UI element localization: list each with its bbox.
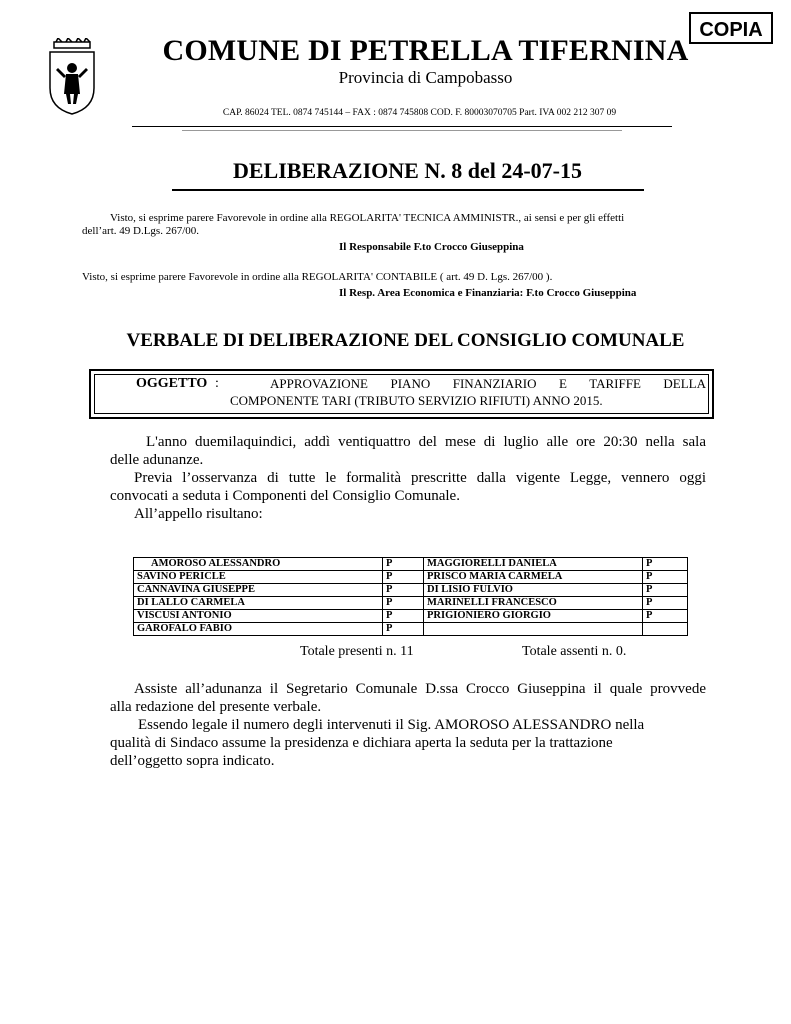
member-name: AMOROSO ALESSANDRO [134,558,383,571]
copy-stamp: COPIA [689,12,773,44]
table-row [134,623,688,636]
member-status: P [643,571,688,584]
contact-info: CAP. 86024 TEL. 0874 745144 – FAX : 0874 745808 COD. F. 80003070705 Part. IVA 002 212 307 09 [222,108,617,118]
intro-line: Previa l’osservanza di tutte le formalità prescritte dalla vigente Legge, vennero oggi [134,470,706,486]
table-row [134,584,688,597]
technical-opinion-line1: Visto, si esprime parere Favorevole in ordine alla REGOLARITA' TECNICA AMMINISTR., ai sensi e per gli effetti [110,212,625,224]
table-row [134,610,688,623]
member-status: P [383,610,424,623]
member-status: P [643,597,688,610]
member-name: MARINELLI FRANCESCO [424,597,643,610]
member-name: DI LISIO FULVIO [424,584,643,597]
member-status: P [383,571,424,584]
subject-label: OGGETTO [136,376,208,391]
closing-line: Assiste all’adunanza il Segretario Comunale D.ssa Crocco Giuseppina il quale provvede [134,681,706,697]
province-name: Provincia di Campobasso [338,68,513,87]
roll-call-intro: All’appello risultano: [134,506,263,522]
member-name: CANNAVINA GIUSEPPE [134,584,383,597]
member-name: SAVINO PERICLE [134,571,383,584]
intro-line: delle adunanze. [110,452,204,468]
total-present: Totale presenti n. 11 [300,644,414,659]
member-name: MAGGIORELLI DANIELA [424,558,643,571]
member-status: P [383,558,424,571]
header-divider-thin [182,130,622,131]
subject-colon: : [215,376,219,391]
closing-line: alla redazione del presente verbale. [110,699,322,715]
member-status: P [383,584,424,597]
table-row [134,597,688,610]
closing-line: qualità di Sindaco assume la presidenza e dichiara aperta la seduta per la trattazione [110,735,613,751]
accounting-opinion: Visto, si esprime parere Favorevole in ordine alla REGOLARITA' CONTABILE ( art. 49 D. Lgs. 267/00 ). [82,271,553,283]
member-status: P [643,558,688,571]
closing-line: dell’oggetto sopra indicato. [110,753,275,769]
member-status: P [643,584,688,597]
subject-line1: APPROVAZIONE PIANO FINANZIARIO E TARIFFE DELLA [270,376,706,391]
intro-line: convocati a seduta i Componenti del Consiglio Comunale. [110,488,460,504]
technical-opinion-line2: dell’art. 49 D.Lgs. 267/00. [82,225,200,237]
subject-line2: COMPONENTE TARI (TRIBUTO SERVIZIO RIFIUTI) ANNO 2015. [230,393,603,408]
attendance-table [133,557,688,636]
table-row [134,571,688,584]
member-name: VISCUSI ANTONIO [134,610,383,623]
deliberation-underline [172,189,644,191]
member-name: GAROFALO FABIO [134,623,383,636]
verbale-title: VERBALE DI DELIBERAZIONE DEL CONSIGLIO COMUNALE [126,330,685,351]
member-status: P [643,610,688,623]
member-name [424,623,643,636]
member-name: PRIGIONIERO GIORGIO [424,610,643,623]
accounting-signature: Il Resp. Area Economica e Finanziaria: F.to Crocco Giuseppina [339,287,637,299]
closing-line: Essendo legale il numero degli intervenuti il Sig. AMOROSO ALESSANDRO nella [138,717,645,733]
member-name: PRISCO MARIA CARMELA [424,571,643,584]
municipality-title: COMUNE DI PETRELLA TIFERNINA [162,34,689,67]
deliberation-number: DELIBERAZIONE N. 8 del 24-07-15 [233,158,582,183]
member-status [643,623,688,636]
table-row [134,558,688,571]
member-status: P [383,597,424,610]
intro-line: L'anno duemilaquindici, addì ventiquattro del mese di luglio alle ore 20:30 nella sala [146,434,706,450]
total-absent: Totale assenti n. 0. [522,644,627,659]
member-status: P [383,623,424,636]
member-name: DI LALLO CARMELA [134,597,383,610]
technical-signature: Il Responsabile F.to Crocco Giuseppina [339,241,524,253]
header-divider [132,126,672,127]
